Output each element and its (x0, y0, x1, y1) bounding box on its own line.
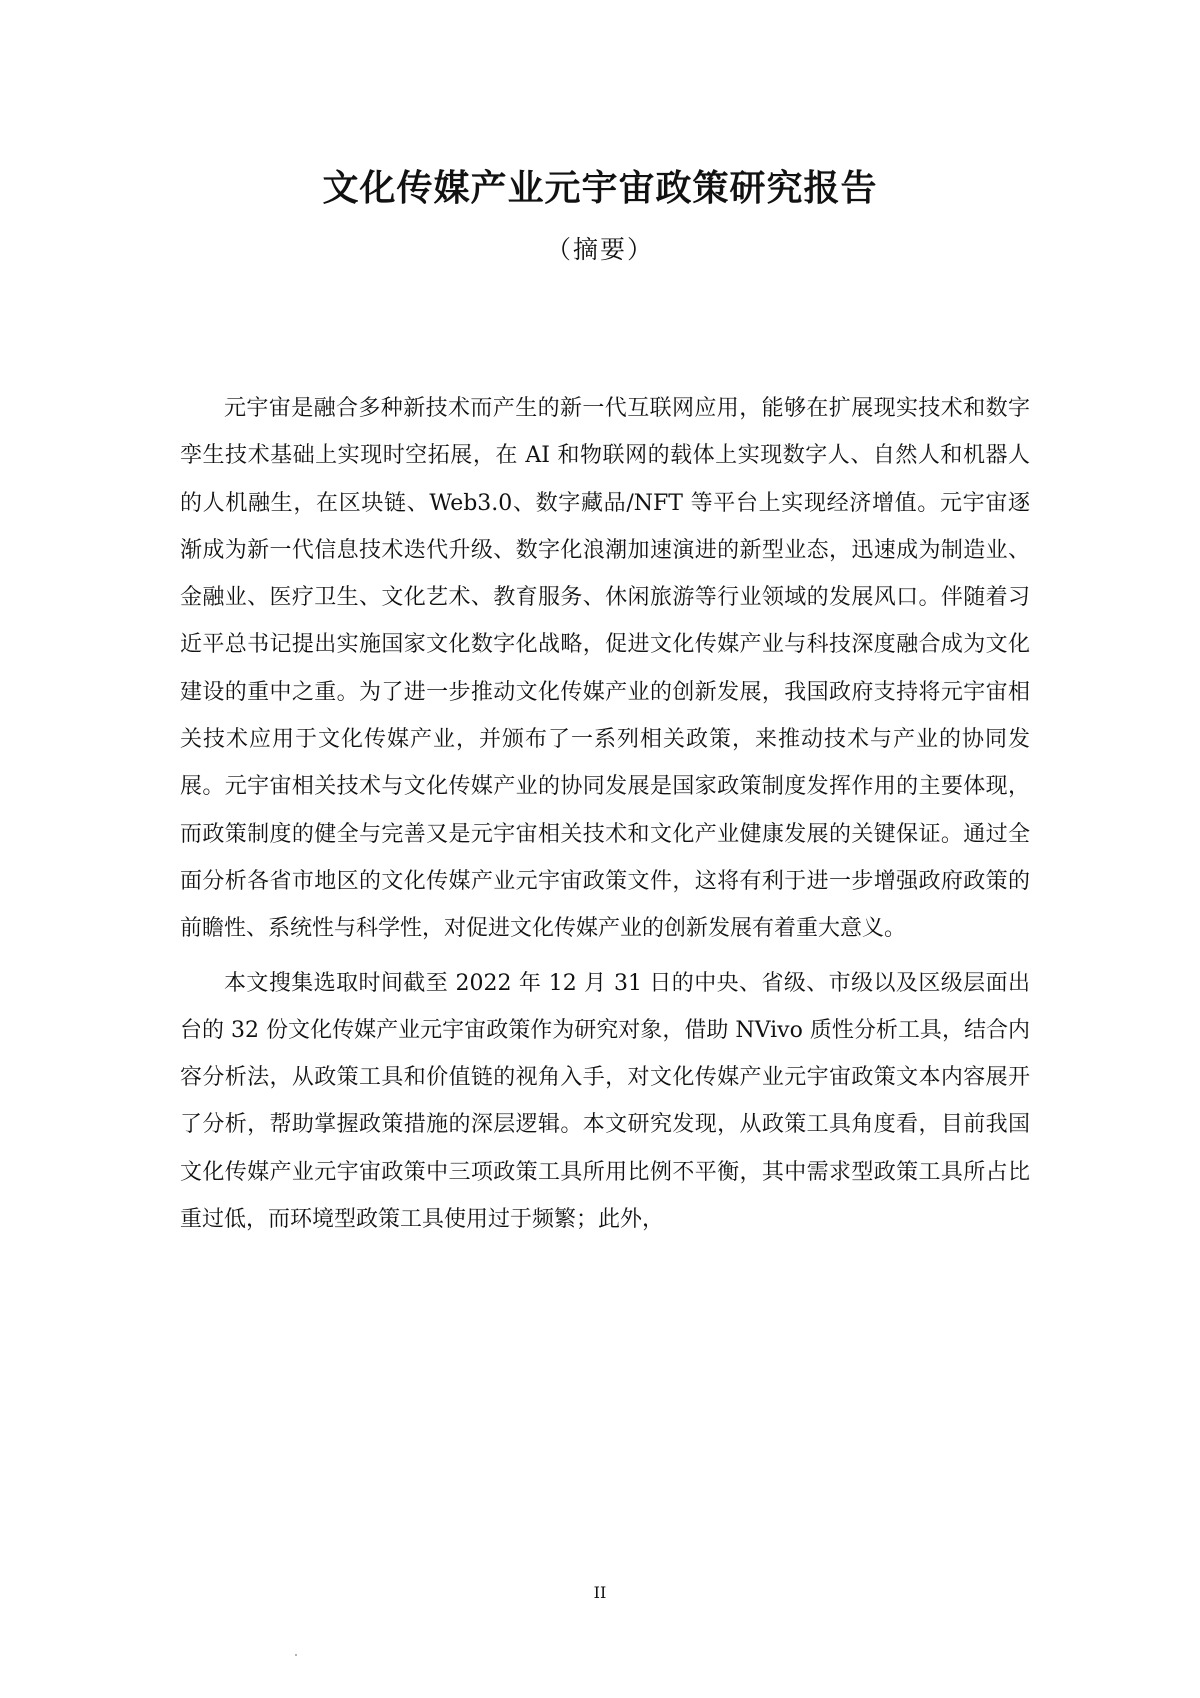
page-number: II (593, 1583, 607, 1602)
abstract-paragraph-1: 元宇宙是融合多种新技术而产生的新一代互联网应用，能够在扩展现实技术和数字孪生技术基础上实现时空拓展，在 AI 和物联网的载体上实现数字人、自然人和机器人的人机融生，在区块链、Web3.0、数字藏品/NFT 等平台上实现经济增值。元宇宙逐渐成为新一代信息技术迭代升级、数字化浪潮加速演进的新型业态，迅速成为制造业、金融业、医疗卫生、文化艺术、教育服务、休闲旅游等行业领域的发展风口。伴随着习近平总书记提出实施国家文化数字化战略，促进文化传媒产业与科技深度融合成为文化建设的重中之重。为了进一步推动文化传媒产业的创新发展，我国政府支持将元宇宙相关技术应用于文化传媒产业，并颁布了一系列相关政策，来推动技术与产业的协同发展。元宇宙相关技术与文化传媒产业的协同发展是国家政策制度发挥作用的主要体现，而政策制度的健全与完善又是元宇宙相关技术和文化产业健康发展的关键保证。通过全面分析各省市地区的文化传媒产业元宇宙政策文件，这将有利于进一步增强政府政策的前瞻性、系统性与科学性，对促进文化传媒产业的创新发展有着重大意义。 (180, 396, 1030, 942)
abstract-body (180, 385, 1030, 1250)
abstract-paragraph-2: 本文搜集选取时间截至 2022 年 12 月 31 日的中央、省级、市级以及区级层面出台的 32 份文化传媒产业元宇宙政策作为研究对象，借助 NVivo 质性分析工具，结合内容分析法，从政策工具和价值链的视角入手，对文化传媒产业元宇宙政策文本内容展开了分析，帮助掌握政策措施的深层逻辑。本文研究发现，从政策工具角度看，目前我国文化传媒产业元宇宙政策中三项政策工具所用比例不平衡，其中需求型政策工具所占比重过低，而环境型政策工具使用过于频繁；此外， (180, 970, 1030, 1233)
document-subtitle: （摘要） (545, 235, 654, 264)
scan-speck (295, 1654, 297, 1656)
document-title: 文化传媒产业元宇宙政策研究报告 (322, 168, 878, 209)
